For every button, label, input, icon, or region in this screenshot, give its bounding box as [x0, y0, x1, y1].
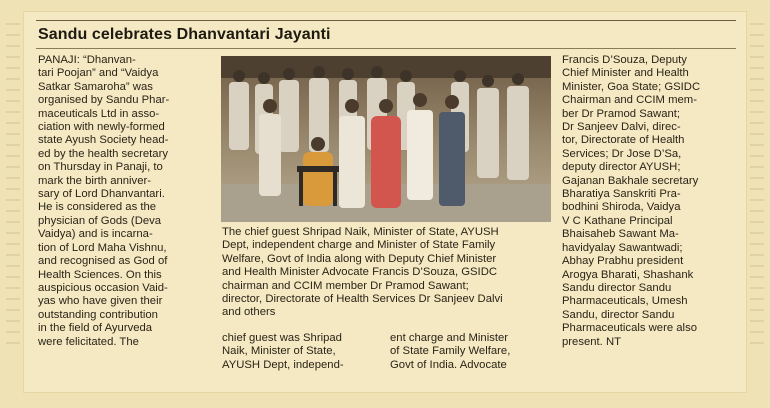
adjacent-column-left: [0, 14, 24, 384]
group-photo-illustration: [221, 56, 551, 222]
article-column-bottom-2: ent charge and Minister of State Family Welfare, Govt of India. Advocate: [390, 332, 511, 371]
article-column-right: Francis D’Souza, Deputy Chief Minister and Health Minister, Goa State; GSIDC Chairman and CCIM mem- ber Dr Pramod Sawant; Dr Sanjeev Dalvi, direc- tor, Directorate of Health Services; Dr Jose D’Sa, deputy director AYUSH; Gajanan Bakhale secretary Bharatiya Sanskriti Pra- bodhini Shiroda, Vaidya V C Kathane Principal Bhaisaheb Sawant Ma- havidyalay Sawantwadi; Abhay Prabhu president Arogya Bharati, Shashank Sandu director Sandu Pharmaceuticals, Umesh Sandu, director Sandu Pharmaceuticals were also present. NT: [562, 54, 701, 348]
top-rule: [36, 20, 736, 21]
adjacent-column-right: [746, 14, 770, 384]
article-column-bottom-1: chief guest was Shripad Naik, Minister of State, AYUSH Dept, independ-: [222, 332, 344, 371]
group-photo: [221, 56, 551, 222]
headline-rule: [36, 48, 736, 49]
article-headline: Sandu celebrates Dhanvantari Jayanti: [38, 26, 331, 43]
photo-caption: The chief guest Shripad Naik, Minister of State, AYUSH Dept, independent charge and Minister of State Family Welfare, Govt of India along with Deputy Chief Minister and Health Minister Advocate Francis D’Souza, GSIDC chairman and CCIM member Dr Pramod Sawant; director, Directorate of Health Services Dr Sanjeev Dalvi and others: [222, 226, 503, 319]
article-column-left: PANAJI: “Dhanvan- tari Poojan” and “Vaidya Satkar Samaroha” was organised by Sandu Phar- maceuticals Ltd in asso- ciation with newly-formed state Ayush Society head- ed by the health secretary on Thursday in Panaji, to mark the birth anniver- sary of Lord Dhanvantari. He is considered as the physician of Gods (Deva Vaidya) and is incarna- tion of Lord Maha Vishnu, and recognised as God of Health Sciences. On this auspicious occasion Vaid- yas who have given their outstanding contribution in the field of Ayurveda were felicitated. The: [38, 54, 170, 348]
